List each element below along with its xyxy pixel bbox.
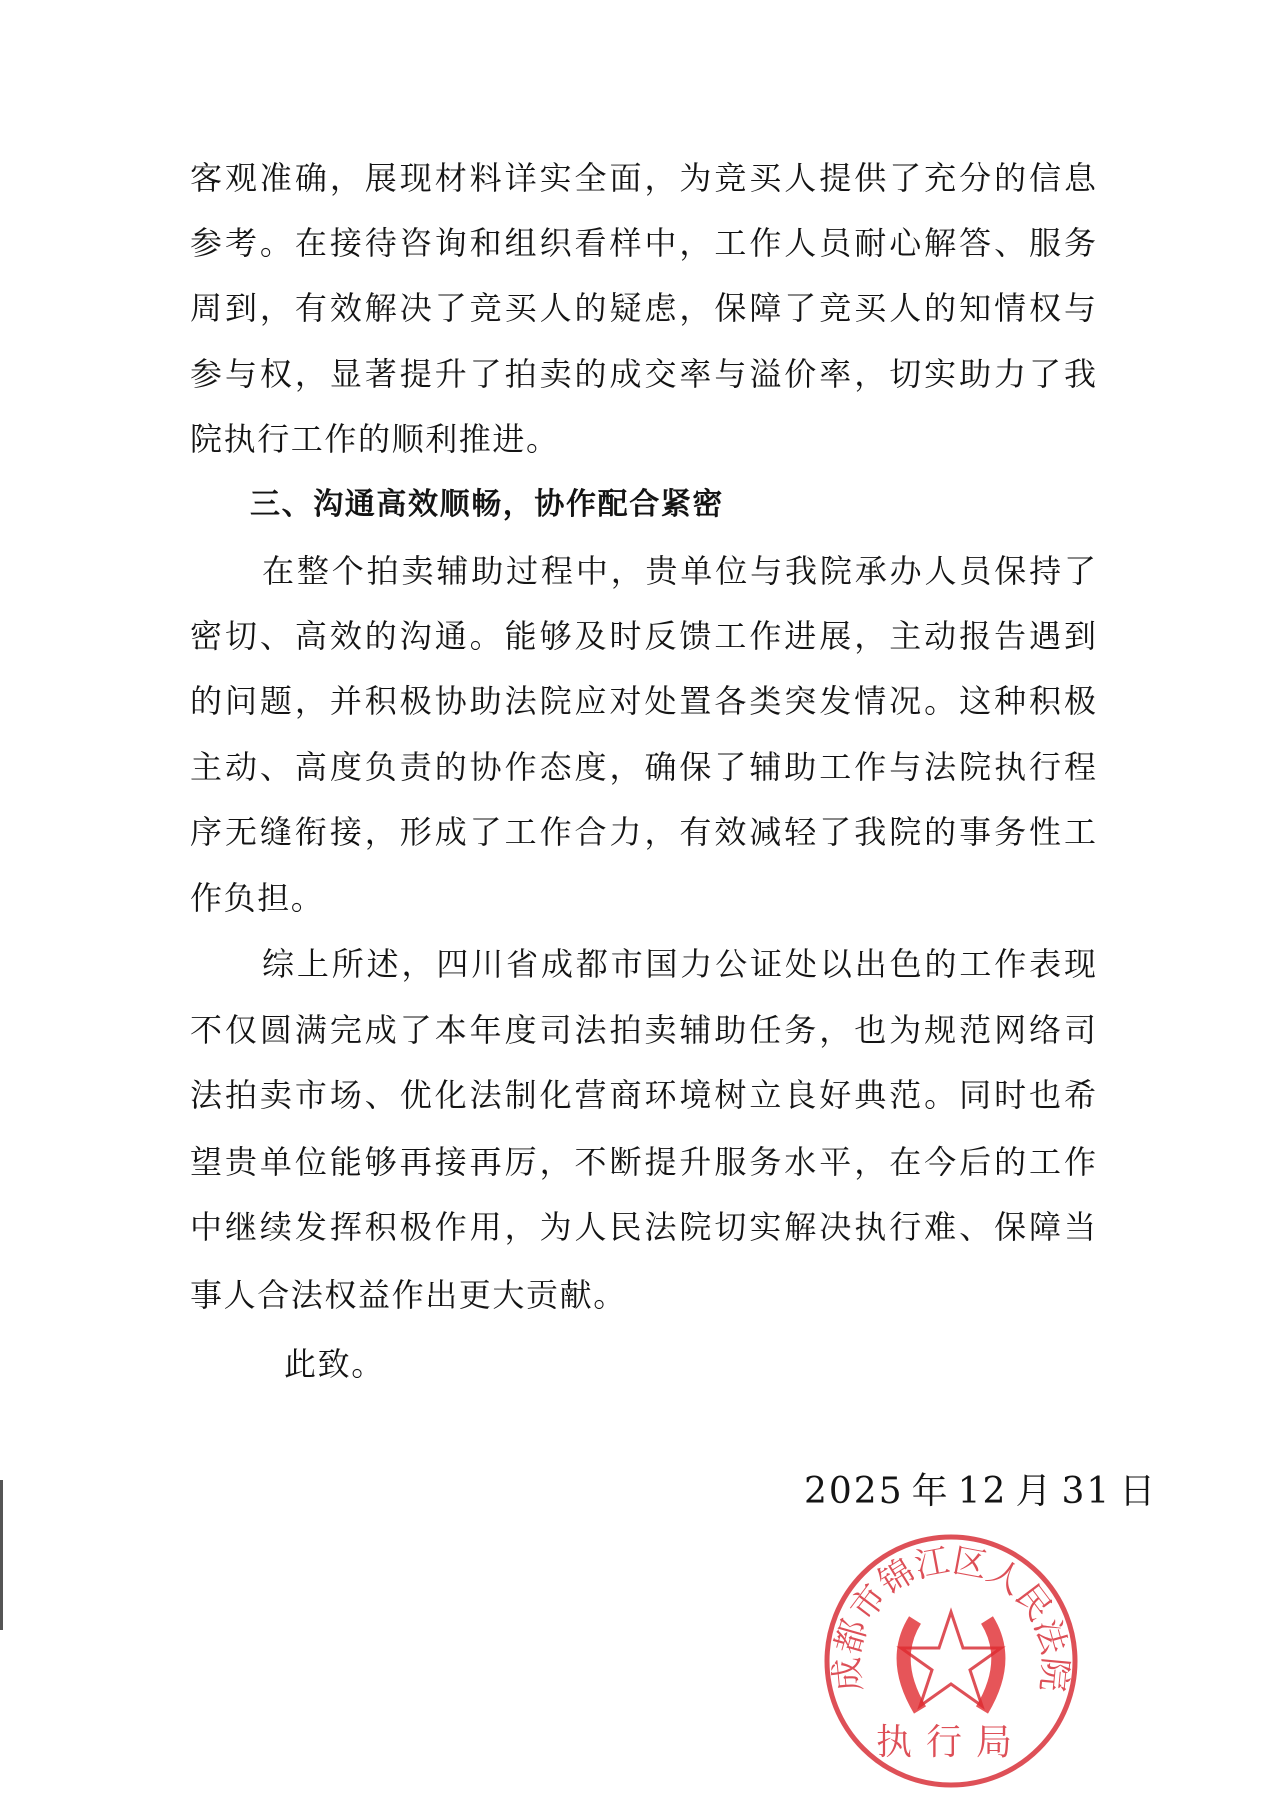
- scan-edge-artifact: [0, 1480, 3, 1630]
- text-line: 中继续发挥积极作用，为人民法院切实解决执行难、保障当: [190, 1208, 1096, 1246]
- date-day-unit: 日: [1119, 1471, 1158, 1512]
- date-year-unit: 年: [911, 1471, 950, 1512]
- closing-salutation: 此致。: [284, 1345, 385, 1383]
- date-month-unit: 月: [1015, 1471, 1054, 1512]
- text-line: 在整个拍卖辅助过程中，贵单位与我院承办人员保持了: [262, 552, 1096, 590]
- seal-top-text: 成都市锦江区人民法院: [826, 1540, 1076, 1694]
- seal-wreath-left: [904, 1620, 920, 1710]
- text-line: 参考。在接待咨询和组织看样中，工作人员耐心解答、服务: [190, 224, 1096, 262]
- text-line: 密切、高效的沟通。能够及时反馈工作进展，主动报告遇到: [190, 617, 1096, 655]
- date-day: 31: [1061, 1471, 1112, 1512]
- text-line: 院执行工作的顺利推进。: [190, 420, 560, 458]
- text-line: 序无缝衔接，形成了工作合力，有效减轻了我院的事务性工: [190, 813, 1096, 851]
- section-heading: 三、沟通高效顺畅，协作配合紧密: [250, 487, 724, 522]
- text-line: 望贵单位能够再接再厉，不断提升服务水平，在今后的工作: [190, 1143, 1096, 1181]
- text-line: 法拍卖市场、优化法制化营商环境树立良好典范。同时也希: [190, 1076, 1096, 1114]
- text-line: 周到，有效解决了竞买人的疑虑，保障了竞买人的知情权与: [190, 289, 1096, 327]
- seal-wreath-right: [982, 1620, 998, 1710]
- date-year: 2025: [804, 1471, 904, 1512]
- seal-bottom-text: 执行局: [875, 1722, 1027, 1763]
- official-seal: [820, 1530, 1082, 1792]
- text-line: 主动、高度负责的协作态度，确保了辅助工作与法院执行程: [190, 748, 1096, 786]
- text-line: 事人合法权益作出更大贡献。: [190, 1276, 627, 1314]
- text-line: 客观准确，展现材料详实全面，为竞买人提供了充分的信息: [190, 159, 1096, 197]
- svg-text:成都市锦江区人民法院: [827, 1541, 1075, 1693]
- text-line: 参与权，显著提升了拍卖的成交率与溢价率，切实助力了我: [190, 355, 1096, 393]
- date-month: 12: [957, 1471, 1008, 1512]
- text-line: 综上所述，四川省成都市国力公证处以出色的工作表现: [262, 945, 1096, 983]
- text-line: 作负担。: [190, 879, 325, 917]
- text-line: 的问题，并积极协助法院应对处置各类突发情况。这种积极: [190, 682, 1096, 720]
- text-line: 不仅圆满完成了本年度司法拍卖辅助任务，也为规范网络司: [190, 1011, 1096, 1049]
- document-date: [800, 1472, 1161, 1512]
